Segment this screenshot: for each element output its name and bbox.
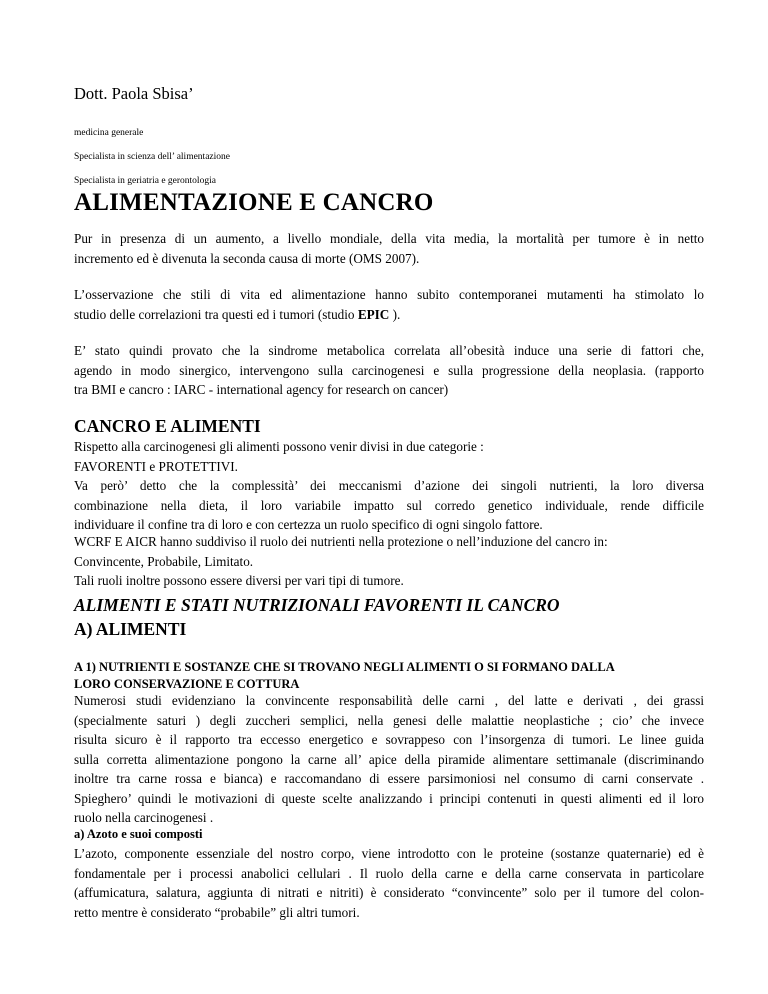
author-subtitle-2: Specialista in scienza dell’ alimentazione: [74, 152, 230, 162]
text-line: agendo in modo sinergico, intervengono sulla carcinogenesi e sulla progressione della neoplasia. (rapporto: [74, 362, 704, 378]
text-line: Numerosi studi evidenziano la convincente responsabilità delle carni , del latte e derivati , dei grassi: [74, 693, 704, 708]
text-line: risulta sicuro è il rapporto tra eccesso energetico e sovrappeso con l’insorgenza di tumori. Le linee guida: [74, 732, 704, 747]
intro-paragraph-3: [74, 341, 704, 400]
text-line: Convincente, Probabile, Limitato.: [74, 553, 254, 569]
a1-body-paragraph: [74, 691, 704, 828]
text-line: Rispetto alla carcinogenesi gli alimenti possono venir divisi in due categorie :: [74, 439, 484, 454]
text-line: WCRF E AICR hanno suddiviso il ruolo dei nutrienti nella protezione o nell’induzione del cancro in:: [74, 534, 608, 549]
text-line: FAVORENTI e PROTETTIVI.: [74, 458, 238, 474]
text-line: retto mentre è considerato “probabile” gli altri tumori.: [74, 904, 360, 920]
text-line: tra BMI e cancro : IARC - international agency for research on cancer): [74, 382, 449, 397]
section-heading-alimenti-favorenti: ALIMENTI E STATI NUTRIZIONALI FAVORENTI IL CANCRO: [74, 595, 560, 615]
text-line: incremento ed è divenuta la seconda causa di morte (OMS 2007).: [74, 250, 420, 266]
text-line: LORO CONSERVAZIONE E COTTURA: [74, 677, 300, 691]
text-line: individuare il confine tra di loro e con certezza un ruolo specifico di ogni singolo fattore.: [74, 517, 543, 532]
section1-paragraph-2: [74, 532, 704, 591]
subsection-heading-azoto: a) Azoto e suoi composti: [74, 827, 203, 841]
text-line: [74, 305, 704, 325]
intro-paragraph-1: [74, 229, 704, 268]
epic-study-label: EPIC: [357, 306, 390, 322]
azoto-body-paragraph: [74, 844, 704, 922]
text-line: inoltre tra carne rossa e bianca) e raccomandano di essere parsimoniosi nel consumo di carni conservate .: [74, 771, 704, 786]
author-subtitle-1: medicina generale: [74, 128, 144, 138]
subsection-heading-alimenti: A) ALIMENTI: [74, 619, 187, 639]
text-line: fondamentale per i processi anabolici cellulari . Il ruolo della carne e della carne conservata in particolare: [74, 865, 704, 881]
section1-paragraph-1: [74, 437, 704, 535]
text-line: sulla corretta alimentazione pongono la carne all’ apice della piramide alimentare settimanale (discriminando: [74, 751, 704, 767]
intro-paragraph-2: [74, 285, 704, 324]
text-line: (affumicatura, salatura, aggiunta di nitrati e nitriti) è considerato “convincente” solo per il tumore del colon-: [74, 885, 704, 900]
section-heading-cancro-e-alimenti: CANCRO E ALIMENTI: [74, 416, 261, 436]
text-line: E’ stato quindi provato che la sindrome metabolica correlata all’obesità induce una serie di fattori che,: [74, 343, 704, 358]
text-line: Va però’ detto che la complessità’ dei meccanismi d’azione dei singoli nutrienti, la loro diversa: [74, 478, 704, 493]
text-line: Pur in presenza di un aumento, a livello mondiale, della vita media, la mortalità per tumore è in netto: [74, 231, 704, 246]
text-line: Spieghero’ quindi le motivazioni di queste scelte analizzando i principi contenuti in questi alimenti ed il loro: [74, 790, 704, 806]
text-segment: ).: [389, 306, 401, 322]
text-line: A 1) NUTRIENTI E SOSTANZE CHE SI TROVANO NEGLI ALIMENTI O SI FORMANO DALLA: [74, 660, 615, 674]
text-line: L’azoto, componente essenziale del nostro corpo, viene introdotto con le proteine (sostanze quaternarie) ed è: [74, 846, 704, 861]
text-line: combinazione nella dieta, il loro variabile impatto sul corredo genetico individuale, rende difficile: [74, 497, 704, 513]
text-line: ruolo nella carcinogenesi .: [74, 810, 214, 825]
text-line: L’osservazione che stili di vita ed alimentazione hanno subito contemporanei mutamenti ha stimolato lo: [74, 287, 704, 302]
text-segment: studio delle correlazioni tra questi ed i tumori (studio: [74, 306, 358, 322]
subsection-heading-a1: [74, 659, 704, 693]
text-line: (specialmente saturi ) degli zuccheri semplici, nella genesi delle malattie neoplastiche ; cio’ che invece: [74, 712, 704, 728]
text-line: Tali ruoli inoltre possono essere diversi per vari tipi di tumore.: [74, 573, 404, 588]
author-name: Dott. Paola Sbisa’: [74, 84, 194, 103]
author-subtitle-3: Specialista in geriatria e gerontologia: [74, 176, 216, 186]
document-title: ALIMENTAZIONE E CANCRO: [74, 189, 434, 216]
